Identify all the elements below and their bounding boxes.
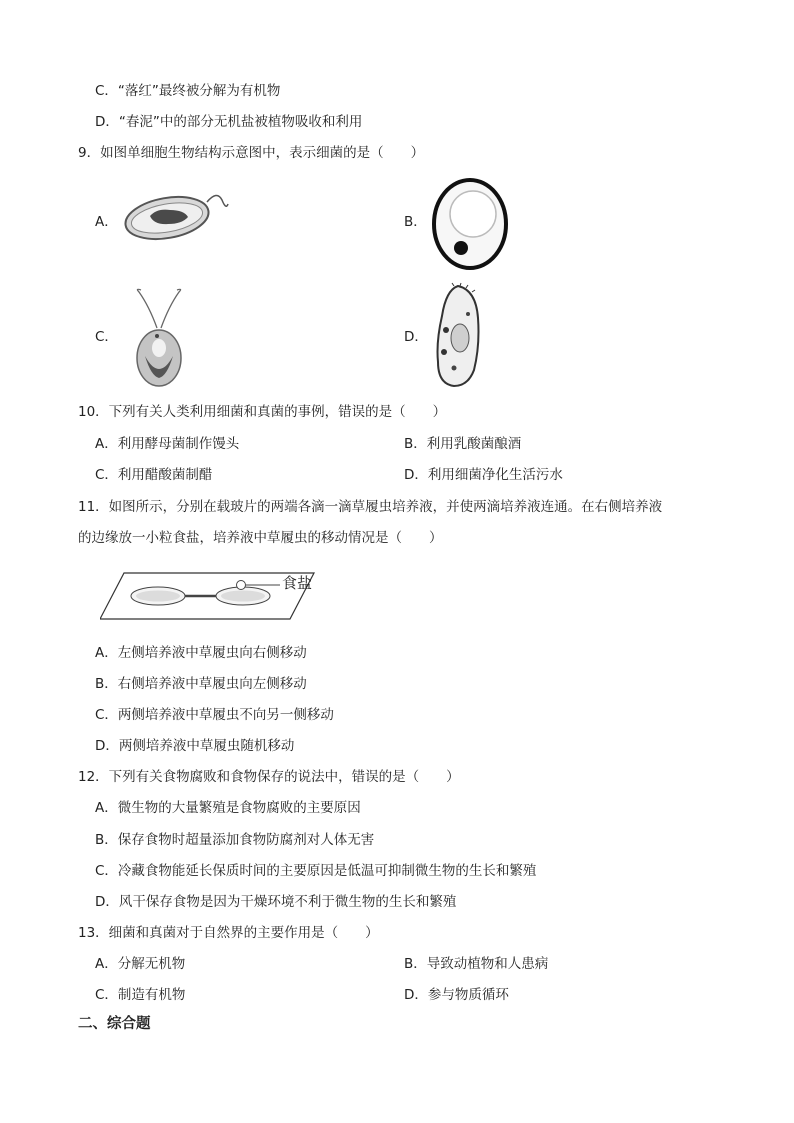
q13-option-a: A．分解无机物 [95,956,186,972]
q13-option-b: B．导致动植物和人患病 [404,956,549,972]
q8-option-d: D．“春泥”中的部分无机盐被植物吸收和利用 [95,114,363,130]
q12-stem: 12．下列有关食物腐败和食物保存的说法中，错误的是（ ） [78,769,460,785]
section-2-heading: 二、综合题 [78,1016,151,1032]
q8-option-c: C．“落红”最终被分解为有机物 [95,83,281,99]
q9-image-d-paramecium [430,282,486,390]
q12-option-b: B．保存食物时超量添加食物防腐剂对人体无害 [95,832,375,848]
q9-image-b-yeast [430,176,510,272]
q12-option-d: D．风干保存食物是因为干燥环境不利于微生物的生长和繁殖 [95,894,457,910]
q9-label-b: B． [404,214,427,230]
q10-option-d: D．利用细菌净化生活污水 [404,467,563,483]
q10-option-b: B．利用乳酸菌酿酒 [404,436,522,452]
q11-option-d: D．两侧培养液中草履虫随机移动 [95,738,295,754]
q11-figure-label-salt: 食盐 [282,574,313,592]
q9-image-a-bacterium [122,190,234,246]
q9-label-d: D． [404,329,428,345]
q13-stem: 13．细菌和真菌对于自然界的主要作用是（ ） [78,925,379,941]
q12-option-c: C．冷藏食物能延长保质时间的主要原因是低温可抑制微生物的生长和繁殖 [95,863,537,879]
q9-label-a: A． [95,214,118,230]
q10-option-a: A．利用酵母菌制作馒头 [95,436,240,452]
q12-option-a: A．微生物的大量繁殖是食物腐败的主要原因 [95,800,361,816]
q9-stem: 9．如图单细胞生物结构示意图中，表示细菌的是（ ） [78,145,425,161]
q10-stem: 10．下列有关人类利用细菌和真菌的事例，错误的是（ ） [78,404,447,420]
q11-option-b: B．右侧培养液中草履虫向左侧移动 [95,676,307,692]
q11-option-a: A．左侧培养液中草履虫向右侧移动 [95,645,307,661]
q9-image-c-chlamydomonas [127,286,191,396]
q9-label-c: C． [95,329,118,345]
q11-option-c: C．两侧培养液中草履虫不向另一侧移动 [95,707,334,723]
q10-option-c: C．利用醋酸菌制醋 [95,467,213,483]
q11-stem-line-2: 的边缘放一小粒食盐，培养液中草履虫的移动情况是（ ） [78,530,443,546]
q13-option-c: C．制造有机物 [95,987,186,1003]
q13-option-d: D．参与物质循环 [404,987,509,1003]
q11-stem-line-1: 11．如图所示，分别在载玻片的两端各滴一滴草履虫培养液，并使两滴培养液连通。在右侧培养液 [78,499,663,515]
